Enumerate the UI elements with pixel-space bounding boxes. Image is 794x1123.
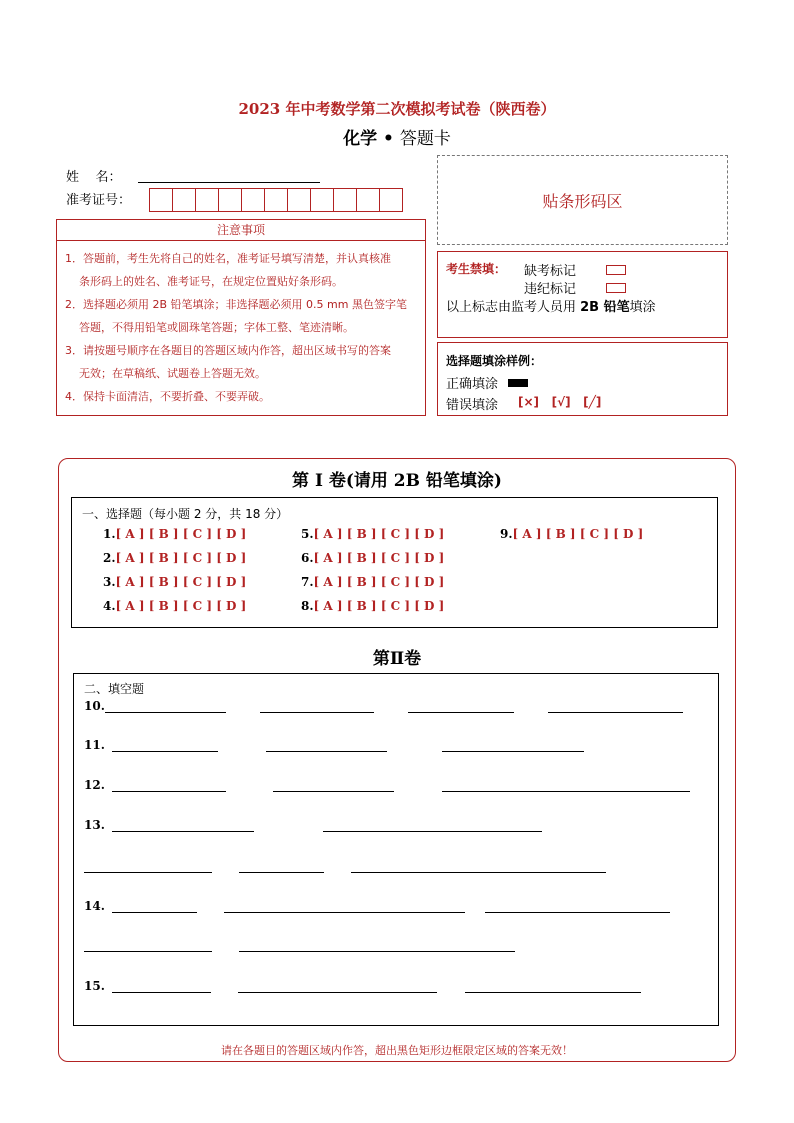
choice-row-2[interactable]: 2.[ A ] [ B ] [ C ] [ D ] xyxy=(103,551,247,565)
choice-row-8[interactable]: 8.[ A ] [ B ] [ C ] [ D ] xyxy=(301,599,445,613)
choice-row-6[interactable]: 6.[ A ] [ B ] [ C ] [ D ] xyxy=(301,551,445,565)
footer-warning: 请在各题目的答题区域内作答，超出黑色矩形边框限定区域的答案无效！ xyxy=(221,1044,573,1057)
exam-id-box[interactable] xyxy=(379,188,403,212)
part2-title: 第Ⅱ卷 xyxy=(372,649,422,669)
question-15-number: 15. xyxy=(84,979,105,993)
exam-id-boxes xyxy=(150,188,403,212)
answer-blank[interactable] xyxy=(408,712,514,713)
answer-blank[interactable] xyxy=(260,712,374,713)
fill-sample-title: 选择题填涂样例： xyxy=(446,354,543,368)
proctor-note-bold: 2B 铅笔 xyxy=(580,300,630,315)
correct-fill-label: 正确填涂 xyxy=(446,377,499,392)
proctor-note-prefix: 以上标志由监考人员用 xyxy=(446,300,581,315)
exam-id-box[interactable] xyxy=(310,188,334,212)
question-10-number: 10. xyxy=(84,699,105,713)
note-line: 4．保持卡面清洁，不要折叠、不要弄破。 xyxy=(65,390,270,403)
note-line: 无效；在草稿纸、试题卷上答题无效。 xyxy=(79,367,266,380)
answer-blank[interactable] xyxy=(465,992,641,993)
name-input-line[interactable] xyxy=(138,181,320,183)
answer-blank[interactable] xyxy=(442,751,584,752)
answer-blank[interactable] xyxy=(442,791,690,792)
absent-mark-label: 缺考标记 xyxy=(524,264,577,279)
exam-title: 2023 年中考数学第二次模拟考试卷（陕西卷） xyxy=(238,100,556,118)
answer-blank[interactable] xyxy=(112,791,226,792)
wrong-fill-label: 错误填涂 xyxy=(446,398,499,413)
exam-id-box[interactable] xyxy=(264,188,288,212)
answer-blank[interactable] xyxy=(224,912,465,913)
choice-row-9[interactable]: 9.[ A ] [ B ] [ C ] [ D ] xyxy=(500,527,644,541)
exam-id-box[interactable] xyxy=(172,188,196,212)
exam-id-box[interactable] xyxy=(333,188,357,212)
violation-mark-box[interactable] xyxy=(606,283,626,293)
answer-blank[interactable] xyxy=(112,751,218,752)
answer-blank[interactable] xyxy=(351,872,606,873)
proctor-note-suffix: 填涂 xyxy=(629,300,656,315)
answer-blank[interactable] xyxy=(238,992,437,993)
question-11-number: 11. xyxy=(84,738,105,752)
choice-row-3[interactable]: 3.[ A ] [ B ] [ C ] [ D ] xyxy=(103,575,247,589)
proctor-note xyxy=(446,296,656,315)
subject-label: 化学 xyxy=(343,129,378,149)
wrong-fill-marks xyxy=(518,395,601,409)
wrong-mark-slash: [╱] xyxy=(583,395,602,409)
answer-blank[interactable] xyxy=(485,912,670,913)
violation-mark-label: 违纪标记 xyxy=(524,282,577,297)
subtitle-separator: • xyxy=(377,129,400,149)
note-line: 3．请按题号顺序在各题目的答题区域内作答，超出区域书写的答案 xyxy=(65,344,391,357)
exam-id-box[interactable] xyxy=(356,188,380,212)
barcode-area xyxy=(437,155,728,245)
card-type-label: 答题卡 xyxy=(399,129,451,149)
answer-blank[interactable] xyxy=(84,872,212,873)
exam-id-box[interactable] xyxy=(287,188,311,212)
note-line: 2．选择题必须用 2B 铅笔填涂；非选择题必须用 0.5 mm 黑色签字笔 xyxy=(65,298,407,311)
part1-title: 第 Ⅰ 卷(请用 2B 铅笔填涂) xyxy=(292,471,502,491)
question-14-number: 14. xyxy=(84,899,105,913)
barcode-label: 贴条形码区 xyxy=(542,191,623,211)
choice-row-1[interactable]: 1.[ A ] [ B ] [ C ] [ D ] xyxy=(103,527,247,541)
exam-id-box[interactable] xyxy=(241,188,265,212)
correct-fill-mark xyxy=(508,379,528,387)
answer-blank[interactable] xyxy=(323,831,542,832)
answer-blank[interactable] xyxy=(239,951,515,952)
answer-blank[interactable] xyxy=(273,791,394,792)
note-line: 条形码上的姓名、准考证号，在规定位置贴好条形码。 xyxy=(79,275,343,288)
fill-section-label: 二、填空题 xyxy=(84,682,145,696)
proctor-only-box xyxy=(437,251,728,338)
exam-id-box[interactable] xyxy=(218,188,242,212)
wrong-mark-cross: [×] xyxy=(518,395,540,409)
wrong-mark-check: [√] xyxy=(551,395,571,409)
question-12-number: 12. xyxy=(84,778,105,792)
answer-blank[interactable] xyxy=(548,712,683,713)
answer-blank[interactable] xyxy=(112,912,197,913)
notes-box xyxy=(56,240,426,416)
fill-sample-box xyxy=(437,342,728,416)
proctor-only-label: 考生禁填： xyxy=(446,262,507,276)
question-13-number: 13. xyxy=(84,818,105,832)
choice-row-5[interactable]: 5.[ A ] [ B ] [ C ] [ D ] xyxy=(301,527,445,541)
name-label: 姓 名： xyxy=(66,170,122,185)
answer-blank[interactable] xyxy=(112,992,211,993)
answer-blank[interactable] xyxy=(112,831,254,832)
answer-blank[interactable] xyxy=(239,872,324,873)
choice-section-label: 一、选择题（每小题 2 分，共 18 分） xyxy=(82,507,289,521)
exam-id-box[interactable] xyxy=(195,188,219,212)
answer-blank[interactable] xyxy=(84,951,212,952)
notes-heading: 注意事项 xyxy=(56,219,426,241)
choice-row-4[interactable]: 4.[ A ] [ B ] [ C ] [ D ] xyxy=(103,599,247,613)
exam-id-box[interactable] xyxy=(149,188,173,212)
answer-blank[interactable] xyxy=(105,712,226,713)
note-line: 1．答题前，考生先将自己的姓名，准考证号填写清楚，并认真核准 xyxy=(65,252,391,265)
exam-id-label: 准考证号： xyxy=(66,193,132,208)
answer-blank[interactable] xyxy=(266,751,387,752)
fill-blank-box xyxy=(73,673,719,1026)
absent-mark-box[interactable] xyxy=(606,265,626,275)
choice-row-7[interactable]: 7.[ A ] [ B ] [ C ] [ D ] xyxy=(301,575,445,589)
note-line: 答题，不得用铅笔或圆珠笔答题；字体工整、笔迹清晰。 xyxy=(79,321,354,334)
card-subtitle xyxy=(0,124,794,149)
